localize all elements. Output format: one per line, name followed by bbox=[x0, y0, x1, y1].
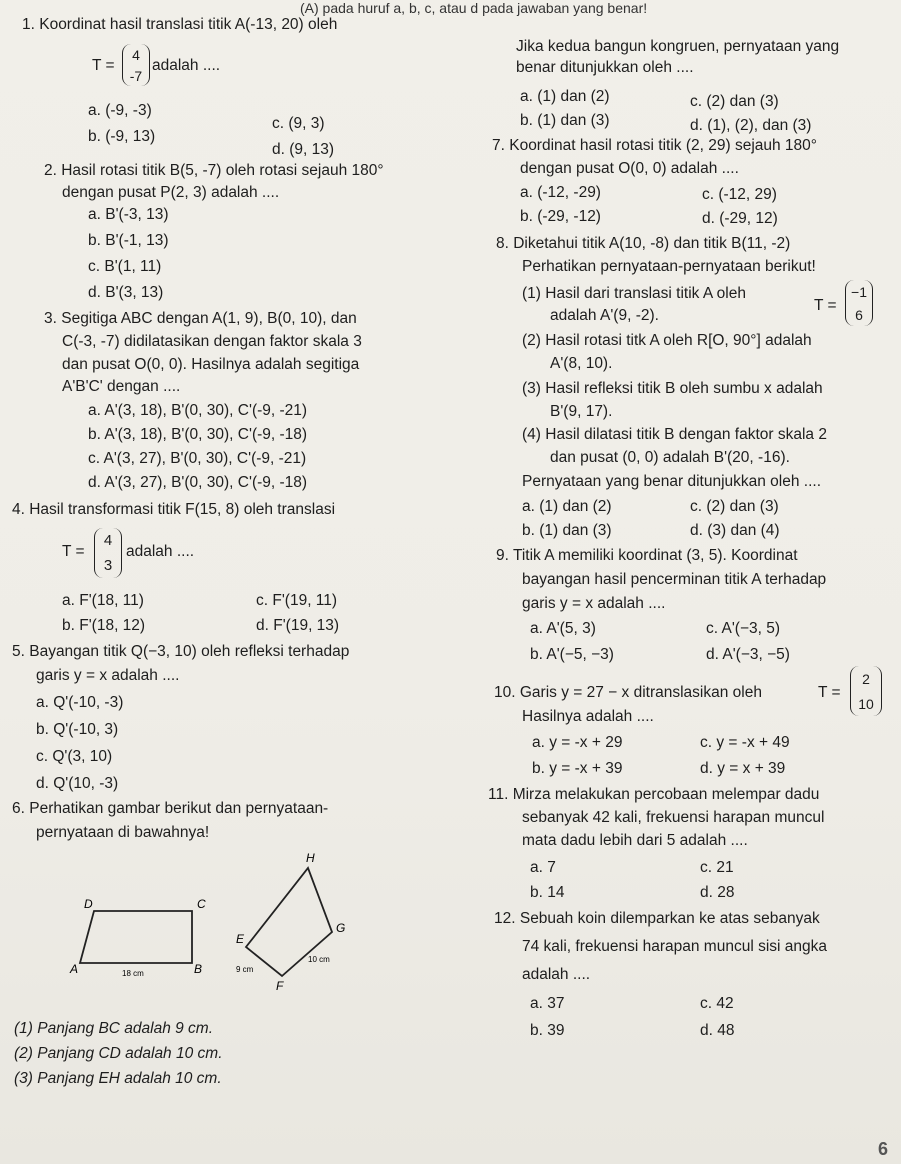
q7-option-b[interactable]: b. (-29, -12) bbox=[520, 208, 601, 225]
q6-option-a[interactable]: a. (1) dan (2) bbox=[520, 88, 610, 105]
q5-option-c[interactable]: c. Q'(3, 10) bbox=[36, 748, 113, 765]
label-b: B bbox=[194, 962, 203, 976]
q7-option-a[interactable]: a. (-12, -29) bbox=[520, 184, 601, 201]
q10-option-c[interactable]: c. y = -x + 49 bbox=[700, 734, 790, 751]
q8-vector-bottom: 6 bbox=[855, 306, 863, 323]
q11-line2: sebanyak 42 kali, frekuensi harapan muncul bbox=[522, 809, 825, 826]
q11-option-d[interactable]: d. 28 bbox=[700, 884, 735, 901]
q8-vector-top: −1 bbox=[851, 283, 867, 300]
q3-line4: A'B'C' dengan .... bbox=[62, 378, 181, 395]
q6-line2: pernyataan di bawahnya! bbox=[36, 824, 210, 841]
q8-statement-4b: dan pusat (0, 0) adalah B'(20, -16). bbox=[550, 449, 790, 466]
q12-option-a[interactable]: a. 37 bbox=[530, 995, 565, 1012]
q4-vector bbox=[94, 528, 122, 578]
q5-line1: 5. Bayangan titik Q(−3, 10) oleh refleksi terhadap bbox=[12, 643, 350, 660]
q1-vector-top: 4 bbox=[132, 46, 140, 63]
q7-option-c[interactable]: c. (-12, 29) bbox=[702, 186, 777, 203]
q10-vector-top: 2 bbox=[862, 670, 870, 687]
q11-line3: mata dadu lebih dari 5 adalah .... bbox=[522, 832, 748, 849]
q8-statement-1a: (1) Hasil dari translasi titik A oleh bbox=[522, 285, 746, 302]
label-g: G bbox=[336, 921, 346, 935]
label-9cm: 9 cm bbox=[236, 965, 254, 974]
q3-line3: dan pusat O(0, 0). Hasilnya adalah segitiga bbox=[62, 356, 360, 373]
label-a: A bbox=[70, 962, 79, 976]
q1-vector-bottom: -7 bbox=[129, 67, 143, 84]
q4-vector-bottom: 3 bbox=[103, 556, 113, 574]
q1-vector bbox=[122, 44, 150, 86]
q8-line3: Pernyataan yang benar ditunjukkan oleh .... bbox=[522, 473, 822, 490]
q2-option-b[interactable]: b. B'(-1, 13) bbox=[88, 232, 169, 249]
q6-option-d[interactable]: d. (1), (2), dan (3) bbox=[690, 117, 812, 134]
q8-option-b[interactable]: b. (1) dan (3) bbox=[522, 522, 612, 539]
q12-line1: 12. Sebuah koin dilemparkan ke atas sebanyak bbox=[494, 910, 820, 927]
q8-statement-3b: B'(9, 17). bbox=[550, 403, 613, 420]
q3-line1: 3. Segitiga ABC dengan A(1, 9), B(0, 10), dan bbox=[44, 310, 357, 327]
q11-option-b[interactable]: b. 14 bbox=[530, 884, 565, 901]
q7-line1: 7. Koordinat hasil rotasi titik (2, 29) sejauh 180° bbox=[492, 137, 817, 154]
q4-option-b[interactable]: b. F'(18, 12) bbox=[62, 617, 146, 634]
q8-vector bbox=[845, 280, 873, 326]
q3-option-c[interactable]: c. A'(3, 27), B'(0, 30), C'(-9, -21) bbox=[88, 450, 307, 467]
q3-option-b[interactable]: b. A'(3, 18), B'(0, 30), C'(-9, -18) bbox=[88, 426, 308, 443]
q2-line2: dengan pusat P(2, 3) adalah .... bbox=[62, 184, 280, 201]
q9-line3: garis y = x adalah .... bbox=[522, 595, 666, 612]
q5-option-a[interactable]: a. Q'(-10, -3) bbox=[36, 694, 124, 711]
q10-vector bbox=[850, 666, 882, 716]
q5-option-b[interactable]: b. Q'(-10, 3) bbox=[36, 721, 119, 738]
rectangle-abcd bbox=[80, 911, 192, 963]
q6-cont-line2: benar ditunjukkan oleh .... bbox=[516, 59, 694, 76]
q9-option-b[interactable]: b. A'(−5, −3) bbox=[530, 646, 614, 663]
label-f: F bbox=[276, 979, 284, 993]
q10-option-b[interactable]: b. y = -x + 39 bbox=[532, 760, 623, 777]
q4-t-label: T = bbox=[62, 543, 85, 560]
q10-t-label: T = bbox=[818, 684, 841, 701]
label-d: D bbox=[84, 897, 93, 911]
q6-cont-line1: Jika kedua bangun kongruen, pernyataan yang bbox=[516, 38, 840, 55]
q2-option-c[interactable]: c. B'(1, 11) bbox=[88, 258, 162, 275]
q8-option-c[interactable]: c. (2) dan (3) bbox=[690, 498, 779, 515]
corner-number: 6 bbox=[878, 1139, 889, 1159]
header-text: (A) pada huruf a, b, c, atau d pada jawaban yang benar! bbox=[300, 0, 648, 16]
q9-option-a[interactable]: a. A'(5, 3) bbox=[530, 620, 596, 637]
q9-option-d[interactable]: d. A'(−3, −5) bbox=[706, 646, 790, 663]
q1-option-d[interactable]: d. (9, 13) bbox=[272, 141, 335, 158]
q4-option-c[interactable]: c. F'(19, 11) bbox=[256, 592, 338, 609]
q9-line2: bayangan hasil pencerminan titik A terhadap bbox=[522, 571, 827, 588]
q2-option-a[interactable]: a. B'(-3, 13) bbox=[88, 206, 169, 223]
q10-line2: Hasilnya adalah .... bbox=[522, 708, 654, 725]
q4-vector-top: 4 bbox=[103, 531, 113, 549]
label-18cm: 18 cm bbox=[122, 969, 144, 978]
q8-statement-3a: (3) Hasil refleksi titik B oleh sumbu x adalah bbox=[522, 380, 823, 397]
q12-option-d[interactable]: d. 48 bbox=[700, 1022, 735, 1039]
q2-option-d[interactable]: d. B'(3, 13) bbox=[88, 284, 164, 301]
q4-tail: adalah .... bbox=[126, 543, 195, 560]
q3-option-d[interactable]: d. A'(3, 27), B'(0, 30), C'(-9, -18) bbox=[88, 474, 308, 491]
q8-statement-2b: A'(8, 10). bbox=[550, 355, 613, 372]
q8-option-d[interactable]: d. (3) dan (4) bbox=[690, 522, 780, 539]
q10-vector-bottom: 10 bbox=[858, 695, 874, 712]
q3-option-a[interactable]: a. A'(3, 18), B'(0, 30), C'(-9, -21) bbox=[88, 402, 308, 419]
q8-t-label: T = bbox=[814, 297, 837, 314]
q1-option-c[interactable]: c. (9, 3) bbox=[272, 115, 325, 132]
q4-option-d[interactable]: d. F'(19, 13) bbox=[256, 617, 340, 634]
q6-option-b[interactable]: b. (1) dan (3) bbox=[520, 112, 610, 129]
q6-statement-2: (2) Panjang CD adalah 10 cm. bbox=[14, 1045, 223, 1062]
q12-option-b[interactable]: b. 39 bbox=[530, 1022, 565, 1039]
q1-option-a[interactable]: a. (-9, -3) bbox=[88, 102, 152, 119]
q2-line1: 2. Hasil rotasi titik B(5, -7) oleh rotasi sejauh 180° bbox=[44, 162, 384, 179]
q12-line3: adalah .... bbox=[522, 966, 591, 983]
q7-line2: dengan pusat O(0, 0) adalah .... bbox=[520, 160, 739, 177]
q6-statement-1: (1) Panjang BC adalah 9 cm. bbox=[14, 1020, 214, 1037]
q8-line2: Perhatikan pernyataan-pernyataan berikut! bbox=[522, 258, 816, 275]
q6-figure bbox=[60, 840, 380, 1010]
q8-statement-2a: (2) Hasil rotasi titk A oleh R[O, 90°] adalah bbox=[522, 332, 812, 349]
q12-option-c[interactable]: c. 42 bbox=[700, 995, 734, 1012]
label-c: C bbox=[197, 897, 206, 911]
q10-option-a[interactable]: a. y = -x + 29 bbox=[532, 734, 623, 751]
q12-line2: 74 kali, frekuensi harapan muncul sisi angka bbox=[522, 938, 828, 955]
q11-line1: 11. Mirza melakukan percobaan melempar dadu bbox=[488, 786, 820, 803]
q1-tail: adalah .... bbox=[152, 57, 221, 74]
q4-option-a[interactable]: a. F'(18, 11) bbox=[62, 592, 144, 609]
q10-option-d[interactable]: d. y = x + 39 bbox=[700, 760, 786, 777]
q1-option-b[interactable]: b. (-9, 13) bbox=[88, 128, 156, 145]
q9-option-c[interactable]: c. A'(−3, 5) bbox=[706, 620, 781, 637]
q6-statement-3: (3) Panjang EH adalah 10 cm. bbox=[14, 1070, 222, 1087]
q9-line1: 9. Titik A memiliki koordinat (3, 5). Koordinat bbox=[496, 547, 798, 564]
q8-line1: 8. Diketahui titik A(10, -8) dan titik B(11, -2) bbox=[496, 235, 791, 252]
q3-line2: C(-3, -7) didilatasikan dengan faktor skala 3 bbox=[62, 333, 362, 350]
q7-option-d[interactable]: d. (-29, 12) bbox=[702, 210, 778, 227]
q5-line2: garis y = x adalah .... bbox=[36, 667, 180, 684]
q6-line1: 6. Perhatikan gambar berikut dan pernyataan- bbox=[12, 800, 329, 817]
label-10cm: 10 cm bbox=[308, 955, 330, 964]
q10-line1: 10. Garis y = 27 − x ditranslasikan oleh bbox=[494, 684, 762, 701]
q8-statement-4a: (4) Hasil dilatasi titik B dengan faktor skala 2 bbox=[522, 426, 827, 443]
label-e: E bbox=[236, 932, 245, 946]
q4-line1: 4. Hasil transformasi titik F(15, 8) oleh translasi bbox=[12, 501, 336, 518]
q6-option-c[interactable]: c. (2) dan (3) bbox=[690, 93, 779, 110]
q1-text: 1. Koordinat hasil translasi titik A(-13, 20) oleh bbox=[22, 16, 338, 33]
q11-option-c[interactable]: c. 21 bbox=[700, 859, 734, 876]
q1-t-label: T = bbox=[92, 57, 115, 74]
label-h: H bbox=[306, 851, 315, 865]
q8-statement-1b: adalah A'(9, -2). bbox=[550, 307, 659, 324]
q5-option-d[interactable]: d. Q'(10, -3) bbox=[36, 775, 119, 792]
q8-option-a[interactable]: a. (1) dan (2) bbox=[522, 498, 612, 515]
q11-option-a[interactable]: a. 7 bbox=[530, 859, 556, 876]
